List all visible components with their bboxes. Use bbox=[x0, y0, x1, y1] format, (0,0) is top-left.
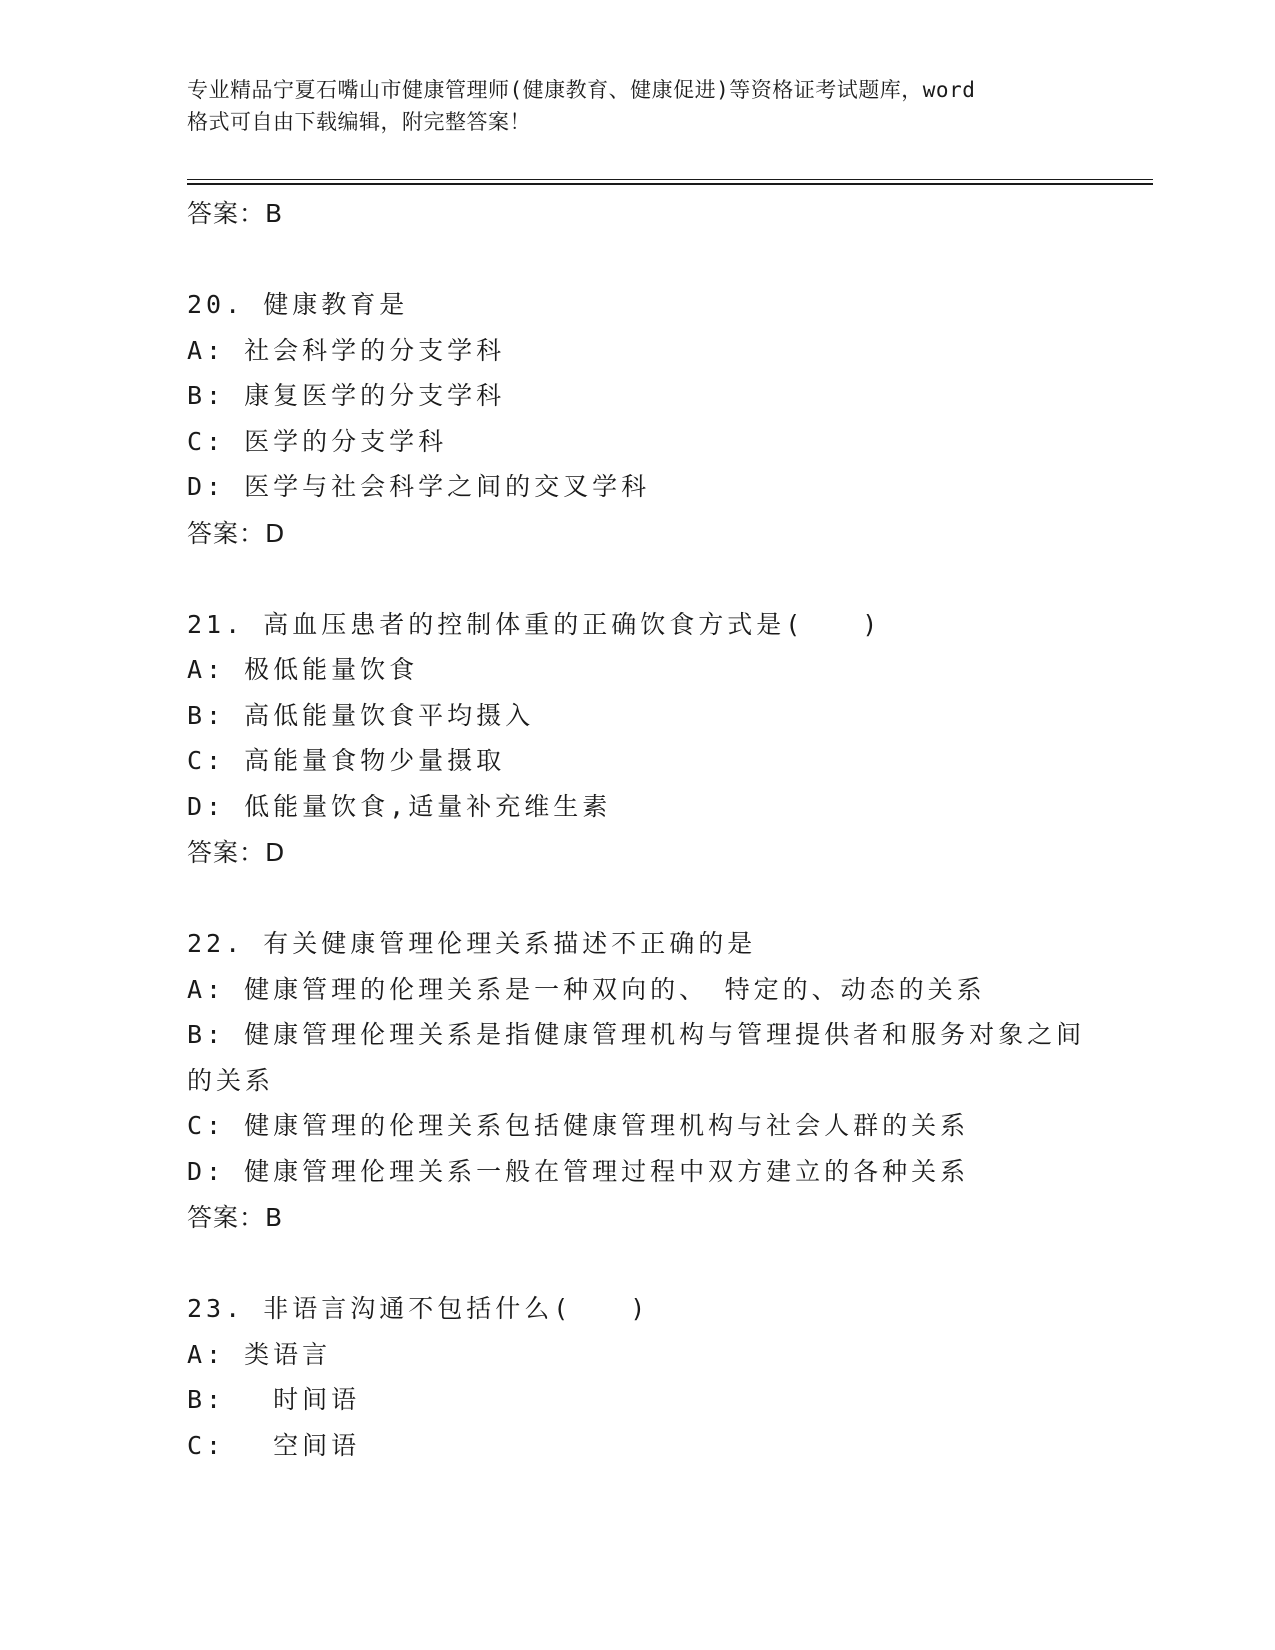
option-d: D: 低能量饮食,适量补充维生素 bbox=[187, 791, 612, 821]
option-a: A: 极低能量饮食 bbox=[187, 655, 419, 684]
question-20 bbox=[187, 282, 1087, 558]
answer-line: 答案：B bbox=[187, 199, 284, 228]
header-divider-thick bbox=[187, 183, 1153, 185]
option-b: B: 康复医学的分支学科 bbox=[187, 381, 506, 410]
option-c: C: 空间语 bbox=[187, 1430, 361, 1460]
option-b: B: 时间语 bbox=[187, 1385, 361, 1414]
answer-line: 答案：B bbox=[187, 1203, 284, 1232]
header-line-1: 专业精品宁夏石嘴山市健康管理师(健康教育、健康促进)等资格证考试题库，word bbox=[187, 78, 976, 102]
option-b: B: 健康管理伦理关系是指健康管理机构与管理提供者和服务对象之间的关系 bbox=[187, 1020, 1086, 1095]
header-divider-thin bbox=[187, 179, 1153, 180]
option-a: A: 类语言 bbox=[187, 1339, 332, 1369]
option-a: A: 社会科学的分支学科 bbox=[187, 335, 506, 365]
option-c: C: 医学的分支学科 bbox=[187, 426, 448, 456]
answer-line: 答案：D bbox=[187, 838, 286, 867]
question-title: 21. 高血压患者的控制体重的正确饮食方式是( ) bbox=[187, 609, 882, 639]
question-23 bbox=[187, 1286, 1087, 1468]
question-21 bbox=[187, 602, 1087, 878]
option-d: D: 健康管理伦理关系一般在管理过程中双方建立的各种关系 bbox=[187, 1156, 970, 1186]
spacer bbox=[187, 238, 1087, 282]
question-title: 23. 非语言沟通不包括什么( ) bbox=[187, 1294, 650, 1323]
option-c: C: 健康管理的伦理关系包括健康管理机构与社会人群的关系 bbox=[187, 1111, 970, 1140]
option-a: A: 健康管理的伦理关系是一种双向的、 特定的、动态的关系 bbox=[187, 974, 986, 1004]
spacer bbox=[187, 877, 1087, 921]
option-b: B: 高低能量饮食平均摄入 bbox=[187, 700, 535, 730]
page-header bbox=[187, 74, 1087, 138]
question-title: 22. 有关健康管理伦理关系描述不正确的是 bbox=[187, 929, 757, 958]
answer-line: 答案：D bbox=[187, 518, 286, 548]
question-title: 20. 健康教育是 bbox=[187, 290, 409, 319]
option-d: D: 医学与社会科学之间的交叉学科 bbox=[187, 472, 651, 501]
option-c: C: 高能量食物少量摄取 bbox=[187, 746, 506, 775]
question-list bbox=[187, 190, 1087, 1468]
spacer bbox=[187, 558, 1087, 602]
spacer bbox=[187, 1242, 1087, 1286]
header-line-2: 格式可自由下载编辑，附完整答案！ bbox=[187, 110, 531, 134]
question-22 bbox=[187, 921, 1087, 1242]
